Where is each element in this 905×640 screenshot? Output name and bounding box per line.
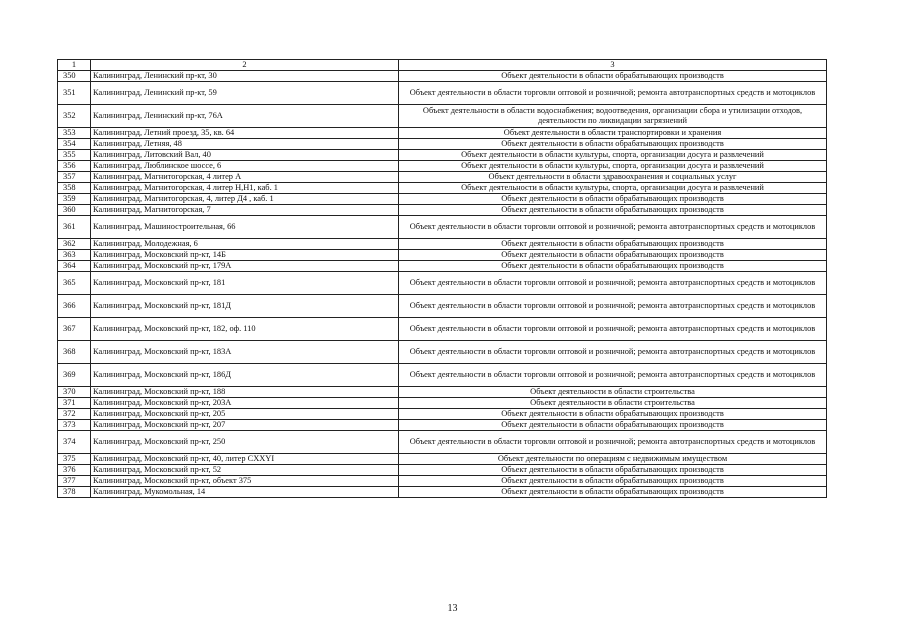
activity-cell: Объект деятельности в области обрабатывающих производств <box>399 261 827 272</box>
address-cell: Калининград, Ленинский пр-кт, 76А <box>91 105 399 128</box>
activity-cell: Объект деятельности в области культуры, спорта, организации досуга и развлечений <box>399 183 827 194</box>
address-cell: Калининград, Московский пр-кт, 182, оф. 110 <box>91 318 399 341</box>
row-number-cell: 377 <box>58 476 91 487</box>
table-row <box>58 172 827 183</box>
table-row <box>58 420 827 431</box>
table-row <box>58 409 827 420</box>
table-row <box>58 216 827 239</box>
row-number-cell: 363 <box>58 250 91 261</box>
activity-cell: Объект деятельности в области торговли оптовой и розничной; ремонта автотранспортных средств и мотоциклов <box>399 295 827 318</box>
table-row <box>58 431 827 454</box>
address-cell: Калининград, Летняя, 48 <box>91 139 399 150</box>
table-row <box>58 364 827 387</box>
activity-cell: Объект деятельности в области культуры, спорта, организации досуга и развлечений <box>399 150 827 161</box>
address-cell: Калининград, Московский пр-кт, объект 375 <box>91 476 399 487</box>
table-row <box>58 295 827 318</box>
row-number-cell: 351 <box>58 82 91 105</box>
row-number-cell: 362 <box>58 239 91 250</box>
table-body <box>58 71 827 498</box>
address-cell: Калининград, Молодежная, 6 <box>91 239 399 250</box>
address-cell: Калининград, Мукомольная, 14 <box>91 487 399 498</box>
table-row <box>58 465 827 476</box>
activity-cell: Объект деятельности в области торговли оптовой и розничной; ремонта автотранспортных средств и мотоциклов <box>399 318 827 341</box>
address-cell: Калининград, Московский пр-кт, 205 <box>91 409 399 420</box>
activity-cell: Объект деятельности в области транспортировки и хранения <box>399 128 827 139</box>
address-cell: Калининград, Московский пр-кт, 186Д <box>91 364 399 387</box>
table-row <box>58 318 827 341</box>
row-number-cell: 350 <box>58 71 91 82</box>
table-row <box>58 250 827 261</box>
row-number-cell: 370 <box>58 387 91 398</box>
table-row <box>58 398 827 409</box>
address-cell: Калининград, Магнитогорская, 4 литер А <box>91 172 399 183</box>
activity-cell: Объект деятельности в области обрабатывающих производств <box>399 205 827 216</box>
activity-cell: Объект деятельности в области обрабатывающих производств <box>399 476 827 487</box>
address-cell: Калининград, Московский пр-кт, 181 <box>91 272 399 295</box>
address-cell: Калининград, Московский пр-кт, 179А <box>91 261 399 272</box>
activity-cell: Объект деятельности в области торговли оптовой и розничной; ремонта автотранспортных средств и мотоциклов <box>399 431 827 454</box>
table-row <box>58 161 827 172</box>
activity-cell: Объект деятельности в области торговли оптовой и розничной; ремонта автотранспортных средств и мотоциклов <box>399 341 827 364</box>
activity-cell: Объект деятельности в области обрабатывающих производств <box>399 71 827 82</box>
activity-cell: Объект деятельности в области обрабатывающих производств <box>399 487 827 498</box>
activity-cell: Объект деятельности в области торговли оптовой и розничной; ремонта автотранспортных средств и мотоциклов <box>399 272 827 295</box>
address-cell: Калининград, Московский пр-кт, 181Д <box>91 295 399 318</box>
table-row <box>58 387 827 398</box>
row-number-cell: 355 <box>58 150 91 161</box>
address-cell: Калининград, Московский пр-кт, 40, литер CXXYI <box>91 454 399 465</box>
activity-cell: Объект деятельности по операциям с недвижимым имуществом <box>399 454 827 465</box>
row-number-cell: 360 <box>58 205 91 216</box>
table-row <box>58 82 827 105</box>
table-row <box>58 476 827 487</box>
address-cell: Калининград, Московский пр-кт, 14Б <box>91 250 399 261</box>
activity-cell: Объект деятельности в области строительства <box>399 398 827 409</box>
activity-cell: Объект деятельности в области торговли оптовой и розничной; ремонта автотранспортных средств и мотоциклов <box>399 364 827 387</box>
activity-cell: Объект деятельности в области торговли оптовой и розничной; ремонта автотранспортных средств и мотоциклов <box>399 82 827 105</box>
document-table <box>57 59 827 498</box>
row-number-cell: 354 <box>58 139 91 150</box>
table-row <box>58 71 827 82</box>
row-number-cell: 369 <box>58 364 91 387</box>
row-number-cell: 378 <box>58 487 91 498</box>
column-header-activity: 3 <box>399 60 827 71</box>
table-row <box>58 239 827 250</box>
address-cell: Калининград, Магнитогорская, 4, литер Д4 , каб. 1 <box>91 194 399 205</box>
row-number-cell: 368 <box>58 341 91 364</box>
activity-cell: Объект деятельности в области обрабатывающих производств <box>399 250 827 261</box>
table-row <box>58 194 827 205</box>
row-number-cell: 365 <box>58 272 91 295</box>
address-cell: Калининград, Московский пр-кт, 183А <box>91 341 399 364</box>
row-number-cell: 359 <box>58 194 91 205</box>
table-row <box>58 183 827 194</box>
address-cell: Калининград, Летний проезд, 35, кв. 64 <box>91 128 399 139</box>
address-cell: Калининград, Московский пр-кт, 188 <box>91 387 399 398</box>
row-number-cell: 375 <box>58 454 91 465</box>
activity-cell: Объект деятельности в области строительства <box>399 387 827 398</box>
address-cell: Калининград, Московский пр-кт, 207 <box>91 420 399 431</box>
address-cell: Калининград, Московский пр-кт, 203А <box>91 398 399 409</box>
column-header-number: 1 <box>58 60 91 71</box>
address-cell: Калининград, Ленинский пр-кт, 30 <box>91 71 399 82</box>
table-row <box>58 341 827 364</box>
table-row <box>58 139 827 150</box>
table-row <box>58 205 827 216</box>
activity-cell: Объект деятельности в области обрабатывающих производств <box>399 465 827 476</box>
activity-cell: Объект деятельности в области торговли оптовой и розничной; ремонта автотранспортных средств и мотоциклов <box>399 216 827 239</box>
row-number-cell: 371 <box>58 398 91 409</box>
page-number: 13 <box>447 603 458 614</box>
address-cell: Калининград, Люблинское шоссе, 6 <box>91 161 399 172</box>
table-row <box>58 150 827 161</box>
row-number-cell: 361 <box>58 216 91 239</box>
activity-cell: Объект деятельности в области обрабатывающих производств <box>399 139 827 150</box>
address-cell: Калининград, Московский пр-кт, 52 <box>91 465 399 476</box>
activity-cell: Объект деятельности в области культуры, спорта, организации досуга и развлечений <box>399 161 827 172</box>
activity-cell: Объект деятельности в области водоснабжения; водоотведения, организации сбора и утилизации отходов, деятельности по ликвидации загрязнений <box>399 105 827 128</box>
row-number-cell: 353 <box>58 128 91 139</box>
table-row <box>58 261 827 272</box>
row-number-cell: 374 <box>58 431 91 454</box>
address-cell: Калининград, Ленинский пр-кт, 59 <box>91 82 399 105</box>
table-row <box>58 128 827 139</box>
activity-cell: Объект деятельности в области здравоохранения и социальных услуг <box>399 172 827 183</box>
table-row <box>58 487 827 498</box>
row-number-cell: 376 <box>58 465 91 476</box>
address-cell: Калининград, Машиностроительная, 66 <box>91 216 399 239</box>
row-number-cell: 364 <box>58 261 91 272</box>
activity-cell: Объект деятельности в области обрабатывающих производств <box>399 409 827 420</box>
column-header-address: 2 <box>91 60 399 71</box>
row-number-cell: 373 <box>58 420 91 431</box>
address-cell: Калининград, Магнитогорская, 7 <box>91 205 399 216</box>
table-row <box>58 105 827 128</box>
address-cell: Калининград, Магнитогорская, 4 литер Н,Н1, каб. 1 <box>91 183 399 194</box>
row-number-cell: 357 <box>58 172 91 183</box>
row-number-cell: 372 <box>58 409 91 420</box>
row-number-cell: 367 <box>58 318 91 341</box>
table-row <box>58 454 827 465</box>
address-cell: Калининград, Московский пр-кт, 250 <box>91 431 399 454</box>
address-cell: Калининград, Литовский Вал, 40 <box>91 150 399 161</box>
table-header-row <box>58 60 827 71</box>
activity-cell: Объект деятельности в области обрабатывающих производств <box>399 194 827 205</box>
row-number-cell: 356 <box>58 161 91 172</box>
table-row <box>58 272 827 295</box>
row-number-cell: 352 <box>58 105 91 128</box>
activity-cell: Объект деятельности в области обрабатывающих производств <box>399 239 827 250</box>
row-number-cell: 358 <box>58 183 91 194</box>
activity-cell: Объект деятельности в области обрабатывающих производств <box>399 420 827 431</box>
row-number-cell: 366 <box>58 295 91 318</box>
